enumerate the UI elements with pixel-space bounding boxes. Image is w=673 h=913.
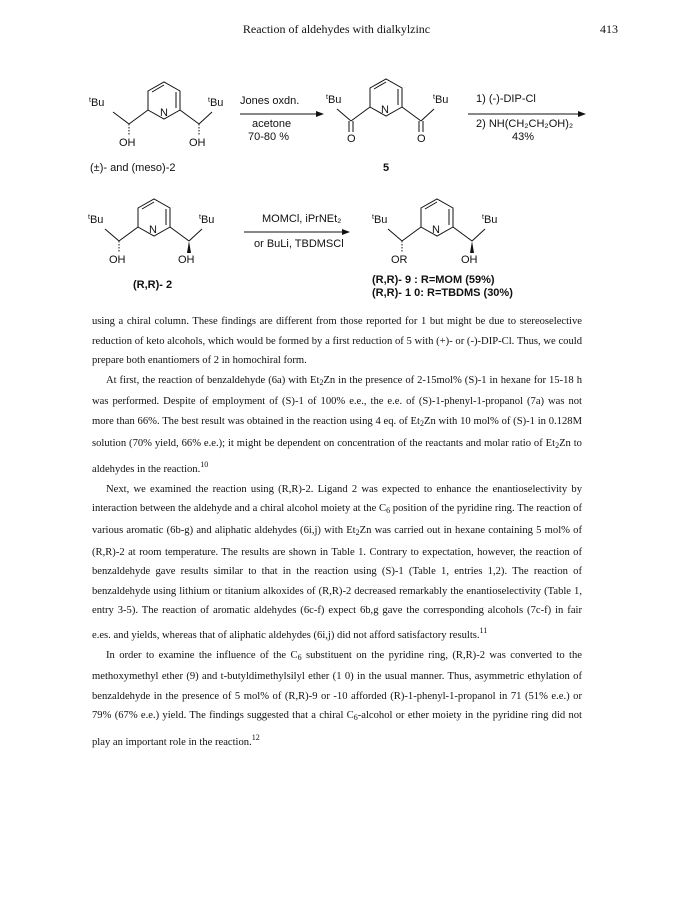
tbu-label-right-rr2: $^t$Bu [199, 214, 215, 226]
oh-label-right-rr2: OH [178, 254, 195, 266]
tbu-label-right-5: $^t$Bu [433, 94, 449, 106]
paragraph-1: using a chiral column. These findings are different from those reported for 1 but might be due to stereoselective reduction of keto alcohols, which would be formed by a first reduction of 5 with (+)- or (-)-DIP-Cl. Thus, we could prepare both enantiomers of 2 in homochiral form. [92, 316, 582, 367]
tbu-label-right-9: $^t$Bu [482, 214, 498, 226]
product-label-10: (R,R)- 1 0: R=TBDMS (30%) [372, 287, 513, 299]
n-label-9: N [432, 224, 440, 236]
n-label: N [160, 107, 168, 119]
step2-reagent-1: 1) (-)-DIP-Cl [476, 93, 536, 105]
paragraph-4: In order to examine the influence of the $C_6$ substituent on the pyridine ring, (R,R)-2 was converted to the methoxymethyl ether (9) and t-butyldimethylsilyl ether (1 0) in the usual manner. Thus, asymmetric ethylation of benzaldehyde in the presence of 5 mol% of (R,R)-9 or -10 afforded (R)-1-phenyl-1-propanol in 71 (51% e.e.) or 79% (67% e.e.) yield. The findings suggested that a chiral $C_6$-alcohol or ether moiety in the pyridine ring did not play an important role in the reaction.$^{12}$ [92, 649, 582, 748]
compound-label-start: (±)- and (meso)-2 [90, 162, 176, 174]
o-label-right: O [417, 133, 426, 145]
reference-12: 12 [251, 732, 260, 742]
tbu-label-left-9: $^t$Bu [372, 214, 388, 226]
step3-alternative: or BuLi, TBDMSCl [254, 238, 344, 250]
tbu-label-left-5: $^t$Bu [326, 94, 342, 106]
compound-label-5: 5 [383, 162, 390, 174]
oh-label-left: OH [119, 137, 136, 149]
running-header-title: Reaction of aldehydes with dialkylzinc [242, 22, 431, 36]
step2-reagent-2: 2) NH(CH₂CH₂OH)₂ [476, 118, 574, 130]
step2-yield: 43% [512, 131, 535, 143]
reaction-scheme [0, 0, 673, 310]
step1-solvent: acetone [252, 118, 292, 130]
or-label: OR [391, 254, 408, 266]
product-label-9: (R,R)- 9 : R=MOM (59%) [372, 274, 495, 286]
page-number: 413 [600, 22, 618, 36]
o-label-left: O [347, 133, 356, 145]
reference-10: 10 [200, 460, 209, 470]
oh-label-9: OH [461, 254, 478, 266]
paragraph-2: At first, the reaction of benzaldehyde (6a) with $Et_2Zn$ in the presence of 2-15mol% (S)-1 in hexane for 15-18 h was performed. Despite of employment of (S)-1 of 100% e.e., the e.e. of (S)-1-phenyl-1-propanol (7a) was not more than 66%. The best result was obtained in the reaction using 4 eq. of $Et_2Zn$ with 10 mol% of (S)-1 in 0.128M solution (70% yield, 66% e.e.); it might be dependent on concentration of the reactants and molar ratio of $Et_2Zn$ to aldehydes in the reaction.$^{10}$ [92, 374, 582, 476]
tbu-label-left-rr2: $^t$Bu [88, 214, 104, 226]
tbu-label-left: $^t$Bu [89, 97, 105, 109]
oh-label-left-rr2: OH [109, 254, 126, 266]
body-text [92, 312, 582, 752]
paragraph-3: Next, we examined the reaction using (R,R)-2. Ligand 2 was expected to enhance the enantioselectivity by interaction between the aldehyde and a chiral alcohol moiety at the $C_6$ position of the pyridine ring. The reaction of various aromatic (6b-g) and aliphatic aldehydes (6i,j) with $Et_2Zn$ was carried out in hexane containing 5 mol% of (R,R)-2 at room temperature. The results are shown in Table 1. Contrary to expectation, however, the reaction of benzaldehyde gave results similar to that in the reaction using (S)-1 (Table 1, entries 1,2). The reaction of benzaldehyde using lithium or titanium alkoxides of (R,R)-2 decreased remarkably the enantioselectivity (Table 1, entry 3-5). The reaction of aromatic aldehydes (6c-f) expect 6b,g gave the corresponding alcohols (7c-f) in fair e.es. and yields, whereas that of aliphatic aldehydes (6i,j) did not afford satisfactory results.$^{11}$ [92, 483, 582, 641]
step3-reagent: MOMCl, iPrNEt₂ [262, 213, 342, 225]
reference-11: 11 [479, 625, 488, 635]
tbu-label-right: $^t$Bu [208, 97, 224, 109]
oh-label-right: OH [189, 137, 206, 149]
compound-label-rr2: (R,R)- 2 [133, 279, 173, 291]
step1-yield: 70-80 % [248, 131, 289, 143]
n-label-rr2: N [149, 224, 157, 236]
step1-reagent: Jones oxdn. [240, 95, 300, 107]
n-label-5: N [381, 104, 389, 116]
